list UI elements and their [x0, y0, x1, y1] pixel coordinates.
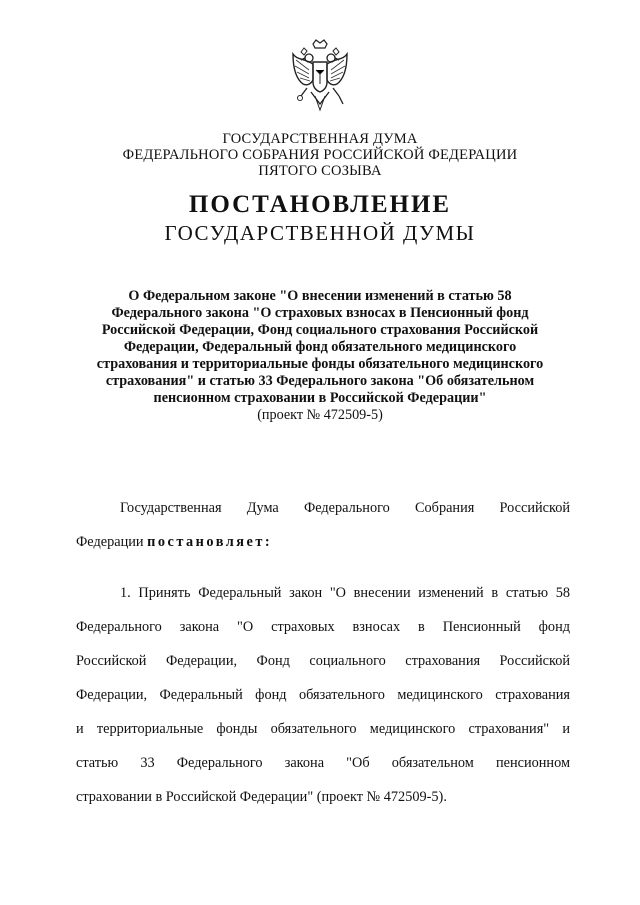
preamble-prefix: Федерации [76, 534, 148, 550]
subject-line: Федерального закона "О страховых взносах в Пенсионный фонд [111, 305, 529, 321]
issuer-line-2: ФЕДЕРАЛЬНОГО СОБРАНИЯ РОССИЙСКОЙ ФЕДЕРАЦИИ [122, 147, 518, 163]
subject-line: страхования и территориальные фонды обязательного медицинского [96, 356, 544, 372]
item-1-line: 1. Принять Федеральный закон "О внесении изменений в статью 58 [120, 585, 570, 601]
item-1-line: страховании в Российской Федерации" (проект № 472509-5). [76, 789, 447, 805]
resolves-word: постановляет: [147, 534, 273, 550]
preamble-line-2 [76, 532, 570, 552]
document-title: ПОСТАНОВЛЕНИЕ [188, 191, 452, 218]
subject-line: страхования" и статью 33 Федерального закона "Об обязательном [105, 373, 535, 389]
russian-coat-of-arms-icon [289, 38, 351, 122]
project-number: (проект № 472509-5) [257, 407, 383, 423]
item-1-line: и территориальные фонды обязательного медицинского страхования" и [76, 721, 570, 737]
item-1-line: статью 33 Федерального закона "Об обязательном пенсионном [76, 755, 570, 771]
item-1-line: Российской Федерации, Фонд социального страхования Российской [76, 653, 570, 669]
issuer-line-3: ПЯТОГО СОЗЫВА [258, 163, 382, 179]
document-subtitle: ГОСУДАРСТВЕННОЙ ДУМЫ [164, 221, 476, 245]
issuer-header [0, 131, 640, 179]
subject-line: пенсионном страховании в Российской Федерации" [153, 390, 487, 406]
subject-line: О Федеральном законе "О внесении изменений в статью 58 [128, 288, 512, 304]
item-1-line: Федерального закона "О страховых взносах в Пенсионный фонд [76, 619, 570, 635]
subject-line: Федерации, Федеральный фонд обязательного медицинского [123, 339, 517, 355]
issuer-line-1: ГОСУДАРСТВЕННАЯ ДУМА [222, 131, 418, 147]
item-1-line: Федерации, Федеральный фонд обязательного медицинского страхования [76, 687, 570, 703]
preamble-line-1: Государственная Дума Федерального Собрания Российской [120, 500, 570, 516]
resolution-subject [60, 288, 580, 424]
subject-line: Российской Федерации, Фонд социального страхования Российской [101, 322, 539, 338]
